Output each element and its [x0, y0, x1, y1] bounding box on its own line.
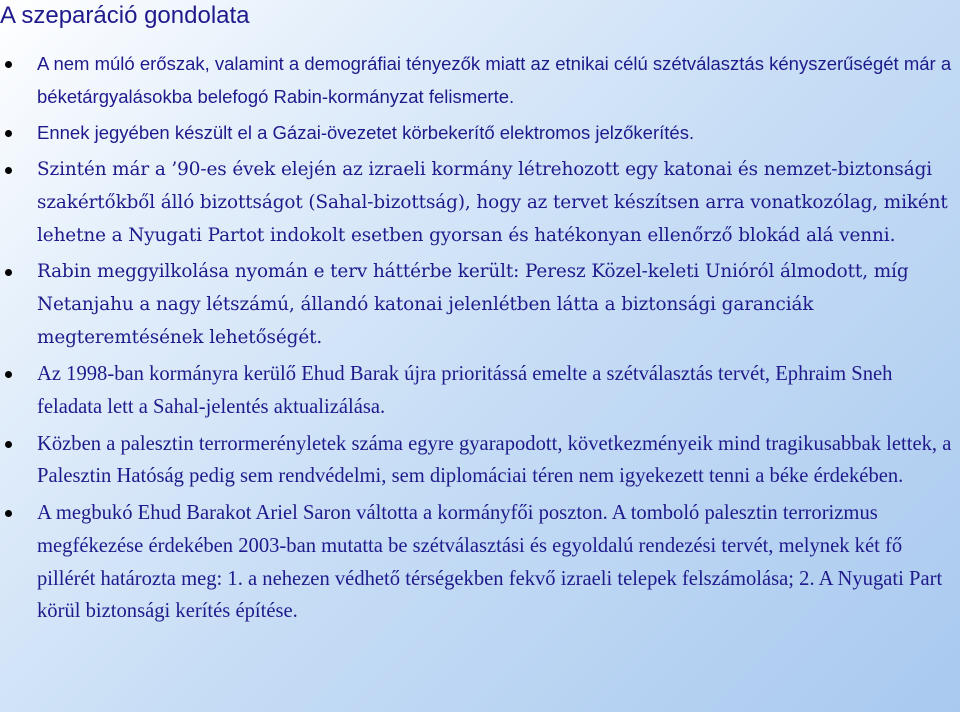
bullet-list	[0, 48, 960, 632]
bullet-dot-icon	[5, 167, 12, 174]
bullet-text: Szintén már a ’90-es évek elején az izraeli kormány létrehozott egy katonai és nemzet-biztonsági szakértőkből álló bizottságot (Sahal-bizottság), hogy az tervet készítsen arra vonatkozólag, miként lehetne a Nyugati Partot indokolt esetben gyorsan és hatékonyan ellenőrző blokád alá venni.	[37, 159, 948, 246]
bullet-item	[0, 428, 960, 493]
bullet-dot-icon	[5, 130, 12, 137]
bullet-item	[0, 154, 960, 252]
bullet-dot-icon	[5, 510, 12, 517]
slide-title: A szeparáció gondolata	[0, 2, 250, 29]
bullet-text: Rabin meggyilkolása nyomán e terv háttérbe került: Peresz Közel-keleti Unióról álmodott, míg Netanjahu a nagy létszámú, állandó katonai jelenlétben látta a biztonsági garanciák megteremtésének lehetőségét.	[37, 261, 909, 348]
bullet-text: A megbukó Ehud Barakot Ariel Saron váltotta a kormányfői poszton. A tomboló palesztin terrorizmus megfékezése érdekében 2003-ban mutatta be szétválasztási és egyoldalú rendezési tervét, melynek két fő pillérét határozta meg: 1. a nehezen védhető térségekben fekvő izraeli telepek felszámolása; 2. A Nyugati Part körül biztonsági kerítés építése.	[37, 502, 943, 623]
bullet-item	[0, 358, 960, 423]
bullet-dot-icon	[5, 61, 12, 68]
bullet-dot-icon	[5, 269, 12, 276]
bullet-item	[0, 48, 960, 113]
bullet-text: Ennek jegyében készült el a Gázai-övezetet körbekerítő elektromos jelzőkerítés.	[37, 122, 695, 144]
bullet-dot-icon	[5, 371, 12, 378]
bullet-item	[0, 497, 960, 628]
bullet-dot-icon	[5, 441, 12, 448]
bullet-text: Közben a palesztin terrormerényletek száma egyre gyarapodott, következményeik mind tragikusabbak lettek, a Palesztin Hatóság pedig sem rendvédelmi, sem diplomáciai téren nem igyekezett tenni a béke érdekében.	[37, 432, 952, 488]
bullet-item	[0, 256, 960, 354]
bullet-text: Az 1998-ban kormányra kerülő Ehud Barak újra prioritássá emelte a szétválasztás tervét, Ephraim Sneh feladata lett a Sahal-jelentés aktualizálása.	[37, 363, 893, 419]
bullet-item	[0, 117, 960, 150]
bullet-text: A nem múló erőszak, valamint a demográfiai tényezők miatt az etnikai célú szétválasztás kényszerűségét már a béketárgyalásokba belefogó Rabin-kormányzat felismerte.	[37, 53, 952, 107]
